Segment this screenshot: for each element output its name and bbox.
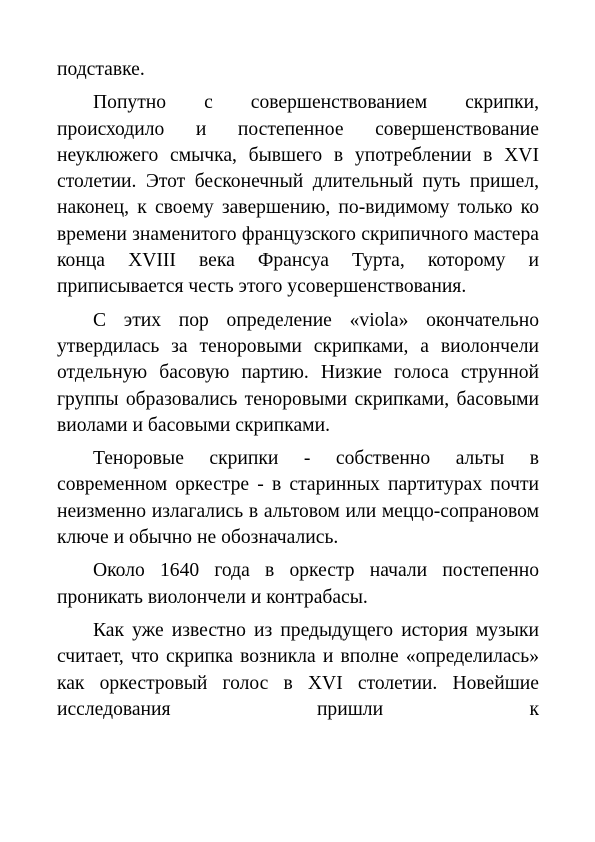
paragraph-bow-development: Попутно с совершенствованием скрипки, происходило и постепенное совершенствование неуклюжего смычка, бывшего в употреблении в XVI столетии. Этот бесконечный длительный путь пришел, наконец, к своему завершению, по-видимому только ко времени знаменитого французского скрипичного мастера конца XVIII века Франсуа Турта, которому и приписывается честь этого усовершенствования. [57, 92, 539, 298]
paragraph-cellos-1640: Около 1640 года в оркестр начали постепенно проникать виолончели и контрабасы. [57, 560, 539, 608]
paragraph-viola-definition: С этих пор определение «viola» окончательно утвердилась за теноровыми скрипками, а виолончели отдельную басовую партию. Низкие голоса струнной группы образовались теноровыми скрипками, басовыми виолами и басовыми скрипками. [57, 309, 539, 436]
paragraph-violin-history: Как уже известно из предыдущего история музыки считает, что скрипка возникла и вполне «определилась» как оркестровый голос в XVI столетии. Новейшие исследования пришли к [57, 619, 539, 720]
paragraph-tenor-violins: Теноровые скрипки - собственно альты в современном оркестре - в старинных партитурах почти неизменно излагались в альтовом или меццо-сопрановом ключе и обычно не обозначались. [57, 448, 539, 549]
document-page [57, 57, 539, 723]
paragraph-continuation: подставке. [57, 59, 145, 80]
